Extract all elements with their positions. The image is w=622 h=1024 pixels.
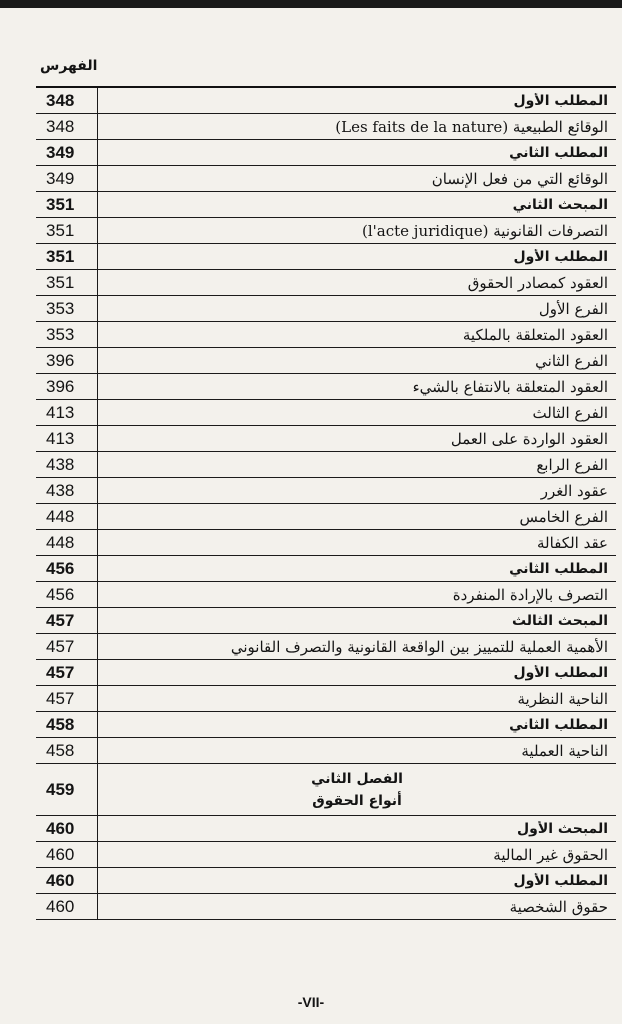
toc-page-number: 460 [36,894,98,919]
toc-page-number: 448 [36,530,98,555]
toc-section-heading: المطلب الأول [513,664,608,681]
toc-page-number: 353 [36,322,98,347]
toc-section-heading: المبحث الأول [516,820,608,837]
toc-entry-text: الناحية العملية [521,741,608,760]
chapter-title: أنواع الحقوق [312,792,402,809]
toc-page-number: 413 [36,426,98,451]
toc-page-number: 351 [36,218,98,243]
toc-row [36,582,616,608]
toc-entry-text: الناحية النظرية [517,689,608,708]
toc-row [36,608,616,634]
toc-row [36,556,616,582]
toc-row [36,738,616,764]
toc-entry-text: الفرع الأول [538,299,608,318]
toc-entry-text: عقد الكفالة [537,533,608,552]
toc-page-number: 458 [36,738,98,763]
chapter-number: الفصل الثاني [311,770,403,787]
toc-row [36,140,616,166]
toc-page-number: 396 [36,374,98,399]
toc-row [36,348,616,374]
toc-page-number: 457 [36,660,98,685]
toc-page-number: 460 [36,816,98,841]
toc-entry-text: التصرف بالإرادة المنفردة [452,585,608,604]
chapter-entry [98,768,616,812]
toc-section-heading: المطلب الأول [513,92,608,109]
toc-row [36,452,616,478]
toc-entry-text: الفرع الخامس [519,507,608,526]
toc-page-number: 448 [36,504,98,529]
toc-section-heading: المبحث الثاني [512,196,608,213]
toc-page-number: 456 [36,582,98,607]
toc-row [36,88,616,114]
toc-row [36,166,616,192]
toc-page-number: 413 [36,400,98,425]
toc-page-number: 460 [36,868,98,893]
toc-entry-text: العقود المتعلقة بالانتفاع بالشيء [412,377,608,396]
toc-entry-text: التصرفات القانونية (l'acte juridique) [362,221,608,240]
toc-row [36,374,616,400]
toc-page-number: 396 [36,348,98,373]
toc-row [36,322,616,348]
toc-page-number: 438 [36,452,98,477]
toc-page-number: 351 [36,192,98,217]
toc-entry-text: الوقائع التي من فعل الإنسان [431,169,608,188]
toc-row [36,868,616,894]
toc-page-number: 456 [36,556,98,581]
toc-section-heading: المطلب الأول [513,872,608,889]
toc-page-number: 349 [36,166,98,191]
toc-page-number: 353 [36,296,98,321]
toc-section-heading: المطلب الثاني [509,716,608,733]
toc-page-number: 457 [36,634,98,659]
chapter-row [36,764,616,816]
toc-row [36,894,616,920]
toc-entry-text: الفرع الرابع [536,455,608,474]
page-top-edge [0,0,622,8]
toc-page-number: 349 [36,140,98,165]
page-header-title: الفهرس [40,58,98,74]
toc-section-heading: المبحث الثالث [511,612,608,629]
toc-page-number: 457 [36,686,98,711]
toc-row [36,530,616,556]
toc-row [36,270,616,296]
toc-row [36,686,616,712]
toc-row [36,426,616,452]
chapter-page-number: 459 [36,764,98,815]
toc-entry-text: الوقائع الطبيعية (Les faits de la nature) [335,117,608,136]
toc-page-number: 348 [36,88,98,113]
toc-section-heading: المطلب الثاني [509,144,608,161]
toc-row [36,712,616,738]
toc-row [36,218,616,244]
toc-row [36,478,616,504]
toc-row [36,296,616,322]
toc-entry-text: العقود المتعلقة بالملكية [462,325,608,344]
toc-row [36,842,616,868]
toc-row [36,660,616,686]
toc-row [36,816,616,842]
toc-page-number: 351 [36,244,98,269]
toc-entry-text: حقوق الشخصية [509,897,608,916]
toc-entry-text: العقود كمصادر الحقوق [467,273,608,292]
toc-entry-text: الفرع الثاني [535,351,608,370]
toc-page-number: 348 [36,114,98,139]
toc-row [36,114,616,140]
toc-entry-text: العقود الواردة على العمل [450,429,608,448]
toc-row [36,634,616,660]
toc-page-number: 458 [36,712,98,737]
toc-page-number: 457 [36,608,98,633]
toc-row [36,504,616,530]
table-of-contents [36,88,616,920]
toc-section-heading: المطلب الثاني [509,560,608,577]
toc-row [36,244,616,270]
toc-page-number: 438 [36,478,98,503]
page-footer-number: -VII- [297,994,325,1010]
toc-entry-text: الحقوق غير المالية [493,845,608,864]
toc-entry-text: الفرع الثالث [532,403,608,422]
toc-entry-text: عقود الغرر [540,481,608,500]
toc-row [36,400,616,426]
toc-page-number: 351 [36,270,98,295]
toc-page-number: 460 [36,842,98,867]
toc-section-heading: المطلب الأول [513,248,608,265]
toc-entry-text: الأهمية العملية للتمييز بين الواقعة القانونية والتصرف القانوني [230,637,608,656]
toc-row [36,192,616,218]
